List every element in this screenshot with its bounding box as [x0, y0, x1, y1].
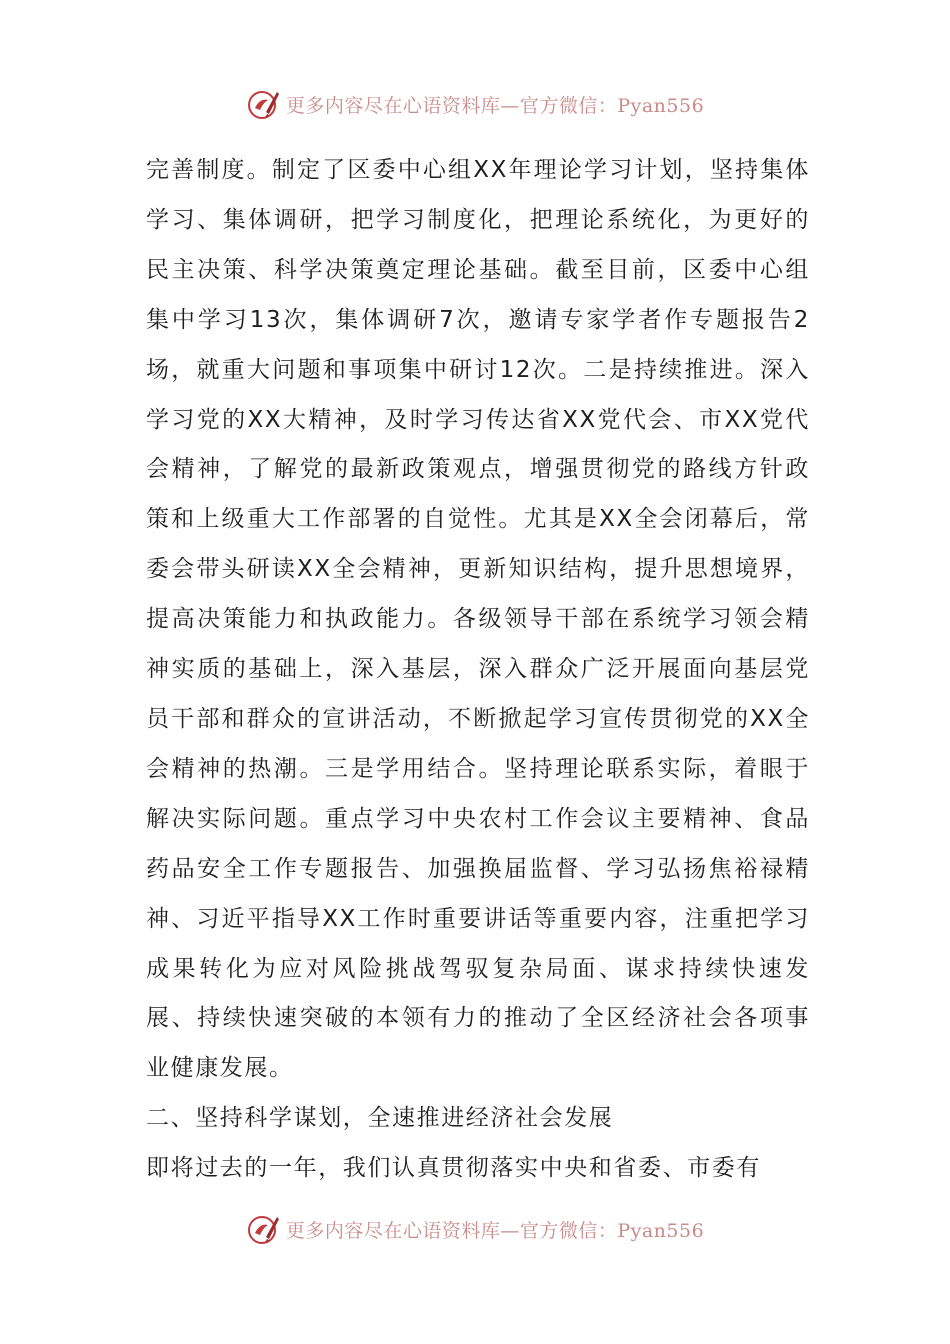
body-paragraph: 即将过去的一年，我们认真贯彻落实中央和省委、市委有	[146, 1155, 761, 1182]
document-body	[146, 146, 810, 1194]
pen-seal-logo-icon	[246, 1211, 282, 1247]
header-watermark-banner	[0, 84, 950, 124]
footer-watermark-banner	[0, 1209, 950, 1249]
section-heading: 二、坚持科学谋划，全速推进经济社会发展	[146, 1105, 614, 1132]
footer-watermark-text: 更多内容尽在心语资料库—官方微信：Pyan556	[285, 1219, 705, 1242]
body-paragraph: 完善制度。制定了区委中心组XX年理论学习计划，坚持集体学习、集体调研，把学习制度化，把理论系统化，为更好的民主决策、科学决策奠定理论基础。截至目前，区委中心组集中学习13次，集体调研7次，邀请专家学者作专题报告2场，就重大问题和事项集中研讨12次。二是持续推进。深入学习党的XX大精神，及时学习传达省XX党代会、市XX党代会精神，了解党的最新政策观点，增强贯彻党的路线方针政策和上级重大工作部署的自觉性。尤其是XX全会闭幕后，常委会带头研读XX全会精神，更新知识结构，提升思想境界，提高决策能力和执政能力。各级领导干部在系统学习领会精神实质的基础上，深入基层，深入群众广泛开展面向基层党员干部和群众的宣讲活动，不断掀起学习宣传贯彻党的XX全会精神的热潮。三是学用结合。坚持理论联系实际，着眼于解决实际问题。重点学习中央农村工作会议主要精神、食品药品安全工作专题报告、加强换届监督、学习弘扬焦裕禄精神、习近平指导XX工作时重要讲话等重要内容，注重把学习成果转化为应对风险挑战驾驭复杂局面、谋求持续快速发展、持续快速突破的本领有力的推动了全区经济社会各项事业健康发展。	[146, 157, 810, 1082]
header-watermark-text: 更多内容尽在心语资料库—官方微信：Pyan556	[285, 94, 705, 117]
pen-seal-logo-icon	[246, 86, 282, 122]
